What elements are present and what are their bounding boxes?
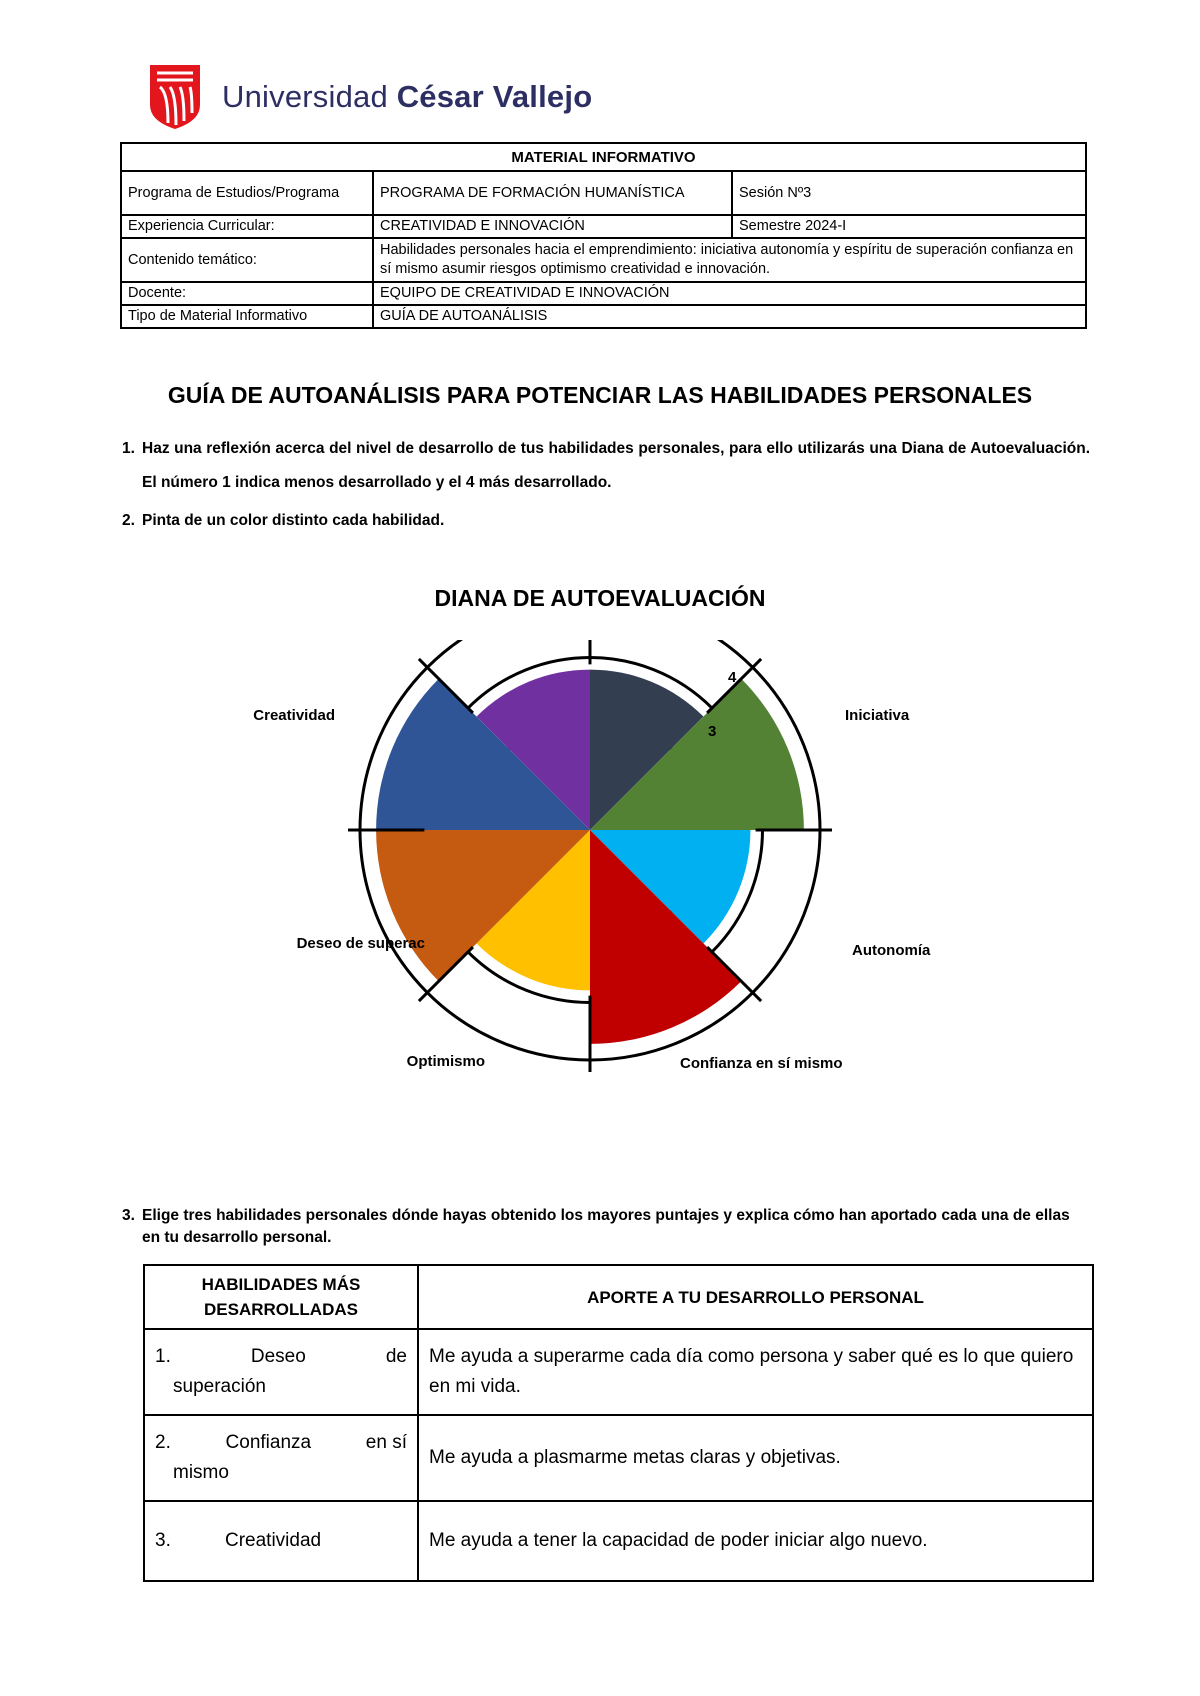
contribution-cell: Me ayuda a tener la capacidad de poder iniciar algo nuevo.: [418, 1501, 1093, 1581]
info-label-programa: Programa de Estudios/Programa: [121, 171, 373, 215]
skill-word: Confianza: [225, 1432, 312, 1453]
category-label: Creatividad: [253, 707, 335, 724]
skill-number: 3.: [155, 1530, 171, 1551]
question-number: 3.: [122, 1207, 135, 1224]
skill-cell: [144, 1329, 418, 1415]
ring-label-4: 4: [728, 669, 737, 686]
info-table: [120, 142, 1087, 329]
table-row: [144, 1501, 1093, 1581]
instruction-number: 1.: [122, 440, 135, 457]
skills-header-aporte: APORTE A TU DESARROLLO PERSONAL: [418, 1265, 1093, 1329]
instruction-text: Haz una reflexión acerca del nivel de desarrollo de tus habilidades personales, para ello utilizarás una Diana de Autoevaluación. El número 1 indica menos desarrollado y el 4 más desarrollado.: [142, 440, 1090, 491]
instruction-item: [122, 432, 1090, 500]
info-value-tipo: GUÍA DE AUTOANÁLISIS: [373, 305, 1086, 328]
skills-header-habilidades: [144, 1265, 418, 1329]
page-title: GUÍA DE AUTOANÁLISIS PARA POTENCIAR LAS HABILIDADES PERSONALES: [167, 382, 1033, 408]
skill-word: superación: [173, 1376, 266, 1397]
contribution-cell: Me ayuda a superarme cada día como persona y saber qué es lo que quiero en mi vida.: [418, 1329, 1093, 1415]
skill-word: Creatividad: [225, 1530, 322, 1551]
contribution-cell: Me ayuda a plasmarme metas claras y objetivas.: [418, 1415, 1093, 1501]
category-label: Confianza en sí mismo: [680, 1055, 843, 1072]
skill-number: 2.: [155, 1432, 171, 1453]
ring-label-3: 3: [708, 723, 717, 740]
logo-text-bold: César Vallejo: [396, 79, 593, 114]
info-value-contenido: Habilidades personales hacia el emprendimiento: iniciativa autonomía y espíritu de superación confianza en sí mismo asumir riesgos optimismo creatividad e innovación.: [373, 238, 1086, 282]
info-label-contenido: Contenido temático:: [121, 238, 373, 282]
category-label: Deseo de superac: [296, 935, 425, 952]
university-logo: [148, 62, 592, 132]
university-name: [222, 79, 592, 115]
skill-word: mismo: [173, 1462, 229, 1483]
skill-line: [155, 1342, 407, 1372]
skill-line: [155, 1428, 407, 1458]
info-label-tipo: Tipo de Material Informativo: [121, 305, 373, 328]
skill-word: en sí: [365, 1432, 407, 1453]
category-label: Iniciativa: [845, 707, 910, 724]
info-table-header: MATERIAL INFORMATIVO: [121, 143, 1086, 171]
info-label-docente: Docente:: [121, 282, 373, 305]
info-label-experiencia: Experiencia Curricular:: [121, 215, 373, 238]
info-value-experiencia: CREATIVIDAD E INNOVACIÓN: [373, 215, 732, 238]
skill-cell: [144, 1415, 418, 1501]
skills-header-text: HABILIDADES MÁS DESARROLLADAS: [201, 1275, 361, 1319]
info-extra-sesion: Sesión Nº3: [732, 171, 1086, 215]
logo-text-regular: Universidad: [222, 79, 388, 114]
diana-chart: [200, 640, 1000, 1160]
instructions-list: [122, 432, 1090, 538]
chart-title: DIANA DE AUTOEVALUACIÓN: [434, 585, 766, 611]
category-label: Optimismo: [406, 1053, 485, 1070]
info-value-programa: PROGRAMA DE FORMACIÓN HUMANÍSTICA: [373, 171, 732, 215]
skill-word: de: [385, 1346, 407, 1367]
instruction-number: 2.: [122, 512, 135, 529]
instruction-text: Pinta de un color distinto cada habilidad.: [142, 512, 445, 529]
skill-number: 1.: [155, 1346, 171, 1367]
info-value-docente: EQUIPO DE CREATIVIDAD E INNOVACIÓN: [373, 282, 1086, 305]
info-extra-semestre: Semestre 2024-I: [732, 215, 1086, 238]
skill-word: Deseo: [250, 1346, 306, 1367]
category-label: Autonomía: [852, 942, 931, 959]
question-text: Elige tres habilidades personales dónde hayas obtenido los mayores puntajes y explica cómo han aportado cada una de ellas en tu desarrollo personal.: [142, 1207, 1070, 1246]
table-row: [144, 1415, 1093, 1501]
question-3: [122, 1205, 1092, 1249]
skill-line: [155, 1526, 407, 1556]
skills-table: [143, 1264, 1094, 1582]
skill-cell: [144, 1501, 418, 1581]
instruction-item: [122, 504, 1090, 538]
table-row: [144, 1329, 1093, 1415]
ucv-shield-icon: [148, 63, 202, 131]
